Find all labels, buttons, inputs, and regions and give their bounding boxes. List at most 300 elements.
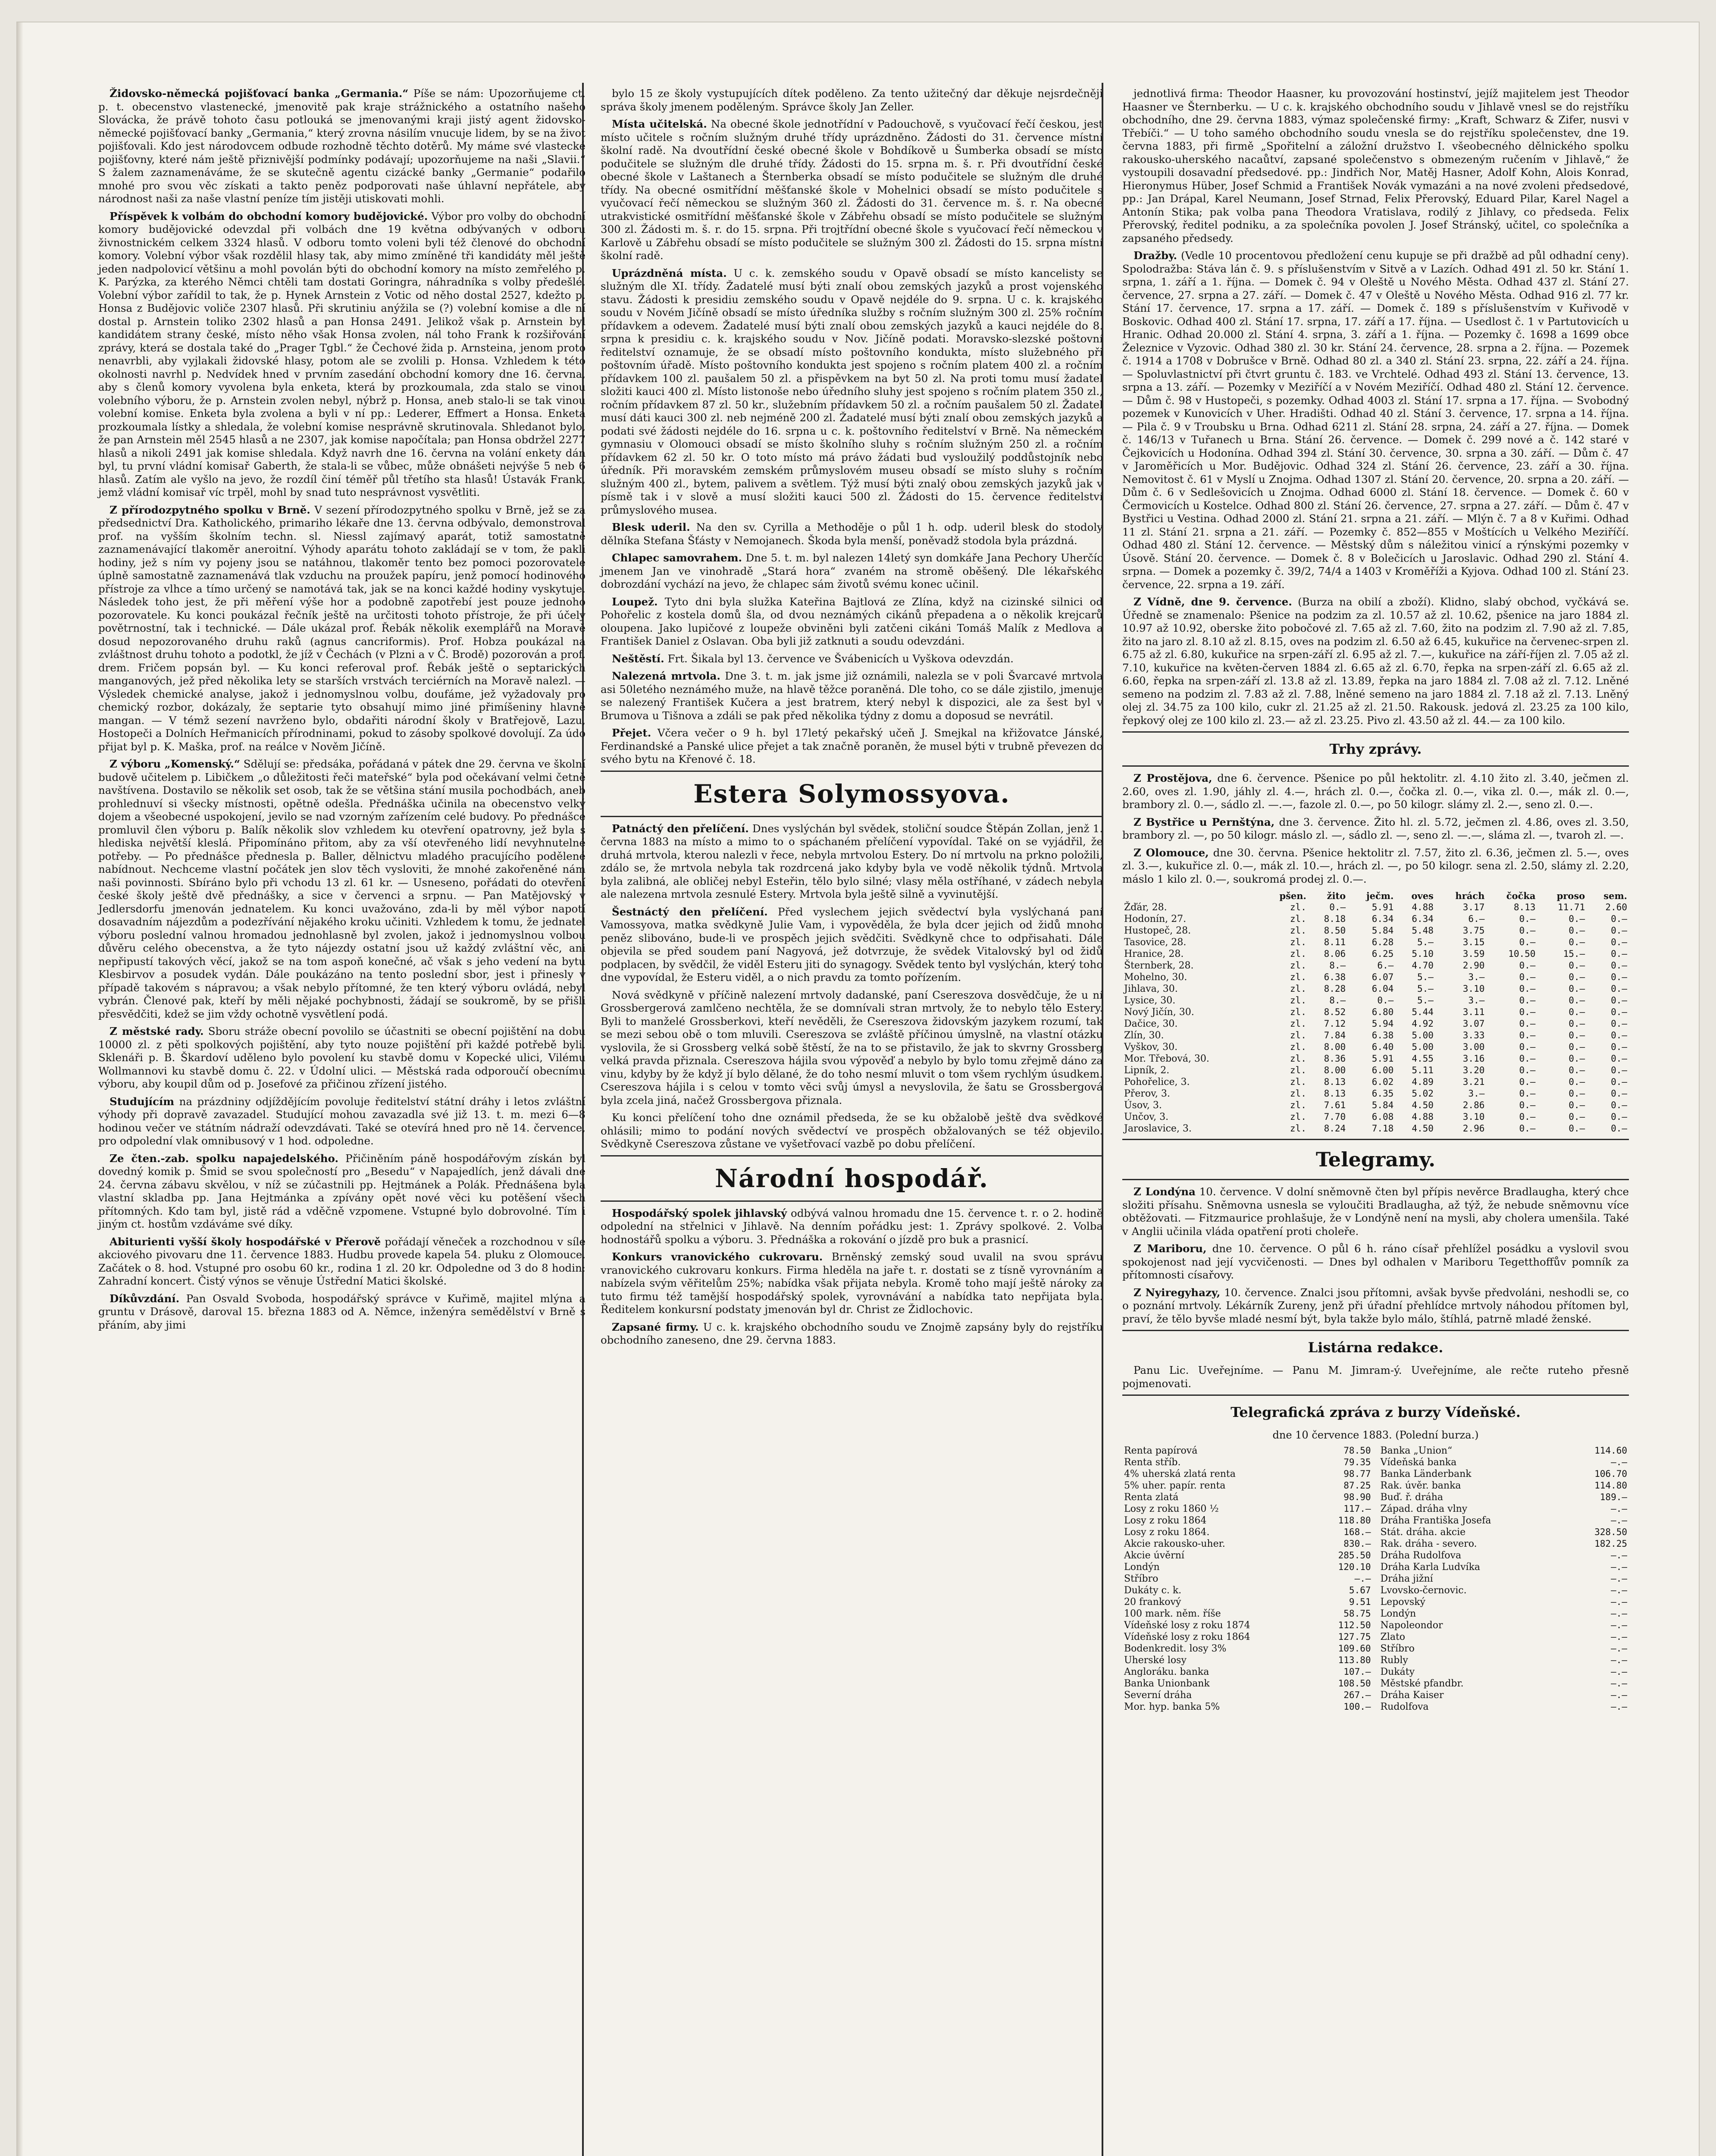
table-row	[1379, 1515, 1629, 1526]
bourse-cell: Městské pfandbr.	[1380, 1678, 1464, 1689]
article-paragraph	[98, 1025, 586, 1091]
table-row	[1122, 995, 1629, 1006]
table-row	[1122, 1515, 1373, 1526]
article-lead: Díkůvzdání.	[110, 1292, 180, 1305]
grain-table-cell: 0.—	[1611, 1100, 1627, 1110]
article-lead: Patnáctý den přelíčení.	[612, 822, 749, 835]
article-text: Ku konci přelíčení toho dne oznámil předseda, že se ku obžalobě ještě dva svědkové ohlásili; mimo to podání nových svědectví ve prospěch obžalovaných se též objevilo. Svědkyně Csereszova zůstane ve vyšetřovací vazbě po dobu přelíčení.	[601, 1111, 1103, 1150]
grain-table-cell: 3.—	[1468, 995, 1485, 1006]
table-row	[1379, 1655, 1629, 1666]
article-text: Výbor pro volby do obchodní komory budějovické odevzdal při volbách dne 19 května odbývaných v odboru živnostnickém celkem 3324 hlasů. V odboru tomto voleni byli též členové do obchodní komory. Volební výbor však rozdělil hlasy tak, aby mimo zmíněné tři kandidáty měl ještě jeden nadpolovicí většinu a mohl povolán býti do obchodní komory na místo zemřelého p. K. Parýzka, za kterého Němci chtěli tam dostati Goringra, náhradníka s volby předešlé. Volební výbor zařídil to tak, že p. Hynek Arnstein z Votic od něho dostal 2527, kdežto p. Honsa z Budějovic voliče 2307 hlasů. Při skrutiniu anýžila se (?) volební komise a dle ní dostal p. Arnstein toliko 2302 hlasů a pan Honsa 2491. Jelikož však p. Arnstein byl kandidátem strany české, místo něho však Honsa zvolen, nál toho Frank k rozšiřování zprávy, která se dostala také do „Prager Tgbl.“ že Čechové žida p. Arnsteina, jenom proto nenavrbli, aby vyjlakali židovské hlasy, potom ale se zvolili p. Honsa. Vzhledem k této okolnosti navrhl p. Nedvídek hned v prvním zasedání obchodní komory dne 16. června, aby s členů komory vyvolena byla enketa, která by prozkoumala, zda stalo se vinou volebního výboru, že p. Arnstein zvolen nebyl, nýbrž p. Honsa, aneb stalo-li se tak vinou volební komise. Enketa byla zvolena a byli v ní pp.: Lederer, Effmert a Honsa. Enketa prozkoumala lístky a shledala, že volební komise nesprávně skrutinovala. Shledanot bylo, že pan Arnstein měl 2545 hlasů a ne 2307, jak komise napočítala; pan Honsa obdržel 2277 hlasů a nikoli 2491 jak komise shledala. Když navrh dne 16. června na volání enkety dán byl, tu první vládní komisař Gaberth, že stala-li se vůbec, může obnášeti nejvýše 5 neb 6 hlasů. Zatím ale vyšlo na jevo, že rozdíl činí téměř půl třetího sta hlasů! Ústavák Frank, jemž vládní komisař víc trpěl, mohl by snad tuto nesprávnost vysvětliti.	[98, 210, 586, 498]
grain-table-cell: 8.13	[1324, 1077, 1346, 1087]
article-paragraph	[601, 552, 1103, 591]
grain-table-cell: zl.	[1290, 1123, 1306, 1134]
article-paragraph	[98, 210, 586, 499]
bourse-cell: Stříbro	[1124, 1573, 1159, 1584]
bourse-cell: 328.50	[1594, 1527, 1627, 1537]
bourse-cell: Renta stříb.	[1124, 1457, 1181, 1468]
newspaper-page	[17, 22, 1699, 2156]
article-paragraph	[601, 595, 1103, 648]
article-paragraph	[1122, 846, 1629, 886]
bourse-cell: Banka „Union“	[1380, 1445, 1453, 1456]
article-paragraph	[1122, 1185, 1629, 1238]
bourse-cell: 285.50	[1338, 1550, 1371, 1561]
grain-table-cell: 10.50	[1508, 949, 1536, 959]
grain-table-cell: 0.—	[1611, 1077, 1627, 1087]
article-paragraph	[1122, 595, 1629, 727]
article-lead: Z přírodozpytného spolku v Brně.	[110, 503, 310, 516]
bourse-cell: —.—	[1611, 1597, 1627, 1607]
bourse-cell: Losy z roku 1860 ½	[1124, 1504, 1219, 1514]
grain-table-cell: zl.	[1290, 949, 1306, 959]
article-paragraph	[601, 906, 1103, 984]
article-paragraph	[98, 1292, 586, 1332]
bourse-cell: Napoleondor	[1380, 1620, 1443, 1631]
grain-table-cell: 0.—	[1519, 972, 1536, 982]
table-row	[1122, 913, 1629, 925]
bourse-table-right	[1379, 1445, 1629, 1713]
grain-table-cell: 2.86	[1462, 1100, 1485, 1110]
table-row	[1379, 1457, 1629, 1468]
article-text: Na den sv. Cyrilla a Methoděje o půl 1 h. odp. uderil blesk do stodoly dělníka Stefana Šťásty v Nemojanech. Škoda byla menší, poněvadž stodola byla prázdná.	[601, 521, 1103, 547]
article-lead: Z výboru „Komenský.“	[110, 758, 240, 770]
article-text: Přičiněním páně hospodářovým získán byl dovedný komik p. Šmid se svou společností pro „Besedu“ v Napajedlích, jenž dávali dne 24. června zábavu skvělou, v níž se zúčastnili pp. Hejtmánek a Polák. Přednášena byla vlastní skladba pp. Jana Hejtmánka a zpívány opět nové věci ku potěšení všech přítomných. Kdo tam byl, jistě rád a vděčně vzpomene. Vstupné bylo dobrovolné. Tím i jiným ct. hostům vzdáváme své díky.	[98, 1152, 586, 1230]
bourse-cell: 4% uherská zlatá renta	[1124, 1469, 1236, 1479]
grain-table-cell: 0.—	[1519, 1030, 1536, 1040]
article-lead: Z městské rady.	[110, 1025, 204, 1037]
bourse-cell: Lvovsko-černovic.	[1380, 1585, 1467, 1596]
bourse-cell: —.—	[1611, 1504, 1627, 1514]
grain-table-cell: 0.—	[1519, 1065, 1536, 1075]
grain-table-cell: 0.—	[1569, 1065, 1585, 1075]
article-paragraph	[601, 1207, 1103, 1247]
article-lead: Z Londýna	[1134, 1185, 1196, 1198]
bourse-cell: Dráha Rudolfova	[1380, 1550, 1462, 1561]
table-row	[1122, 1631, 1373, 1643]
table-row	[1379, 1631, 1629, 1643]
bourse-cell: —.—	[1611, 1655, 1627, 1665]
bourse-cell: Losy z roku 1864.	[1124, 1527, 1210, 1538]
bourse-cell: 9.51	[1349, 1597, 1371, 1607]
article-paragraph	[98, 87, 586, 206]
bourse-cell: Dráha Karla Ludvíka	[1380, 1562, 1481, 1573]
grain-table-cell: 8.36	[1324, 1053, 1346, 1064]
grain-table-cell: 0.—	[1569, 914, 1585, 924]
grain-table-cell: 7.70	[1324, 1112, 1346, 1122]
table-row	[1122, 1065, 1629, 1076]
grain-table-header: ječm.	[1366, 890, 1394, 901]
column-1	[91, 87, 593, 2156]
grain-table-cell: 6.—	[1468, 914, 1485, 924]
table-row	[1122, 983, 1629, 995]
bourse-cell: Vídeňská banka	[1380, 1457, 1457, 1468]
grain-table-cell: 0.—	[1569, 1100, 1585, 1110]
table-row	[1122, 971, 1629, 983]
section-rule	[601, 1155, 1103, 1156]
article-paragraph	[601, 267, 1103, 517]
table-row	[1122, 902, 1629, 913]
section-title-trhy: Trhy zprávy.	[1329, 741, 1422, 757]
grain-table-cell: 5.—	[1417, 984, 1434, 994]
section-rule	[1122, 731, 1629, 733]
grain-table-cell: zl.	[1290, 984, 1306, 994]
article-paragraph	[601, 521, 1103, 547]
table-row	[1379, 1550, 1629, 1561]
grain-table-cell: 0.—	[1569, 1077, 1585, 1087]
bourse-cell: 20 frankový	[1124, 1597, 1181, 1608]
article-text: 10. července. Znalci jsou přítomni, avšak byvše předvoláni, neshodli se, co o poznání mrtvoly. Lékárník Zureny, jenž při úřadní přehlídce mrtvoly náhodou přítomen byl, praví, že tělo byvše mladé nesmí být, byla takže bylo málo, štíhlá, patrně mladé ženské.	[1122, 1286, 1629, 1325]
grain-table-cell: 3.20	[1462, 1065, 1485, 1075]
grain-table-cell: 5.00	[1412, 1042, 1434, 1052]
article-lead: Hospodářský spolek jihlavský	[612, 1206, 787, 1219]
article-text: Pan Osvald Svoboda, hospodářský správce v Kuřimě, majitel mlýna a gruntu v Drásově, daroval 15. března 1883 od A. Němce, inženýra semědělství v Brně s přáním, aby jimi	[98, 1292, 586, 1331]
bourse-cell: —.—	[1354, 1573, 1371, 1584]
grain-table-cell: 0.—	[1569, 1007, 1585, 1017]
article-text: pořádají věneček a rozchodnou v síle akciového pivovaru dne 11. července 1883. Hudbu provede kapela 54. pluku z Olomouce. Začátek o 8. hod. Vstupné pro osobu 60 kr., rodina 1 zl. 20 kr. Odpoledne od 3 do 8 hodin: Zahradní koncert. Čistý výnos se věnuje Ústřední Matici školské.	[98, 1235, 586, 1287]
table-row	[1379, 1596, 1629, 1608]
grain-table-cell: 8.13	[1324, 1088, 1346, 1099]
table-row	[1122, 1538, 1373, 1550]
grain-table-cell: 0.—	[1569, 925, 1585, 936]
article-lead: Z Vídně, dne 9. července.	[1134, 595, 1292, 608]
table-row	[1122, 1492, 1373, 1503]
grain-table-cell: 6.38	[1372, 1030, 1394, 1040]
bourse-cell: —.—	[1611, 1632, 1627, 1642]
grain-table-cell: 0.—	[1611, 1018, 1627, 1029]
bourse-cell: —.—	[1611, 1573, 1627, 1584]
grain-table-cell: 4.88	[1412, 1112, 1434, 1122]
table-row	[1122, 1701, 1373, 1713]
bourse-tables	[1122, 1445, 1629, 1713]
grain-table-cell: 3.75	[1462, 925, 1485, 936]
table-row	[1122, 1100, 1629, 1111]
bourse-cell: Bodenkredit. losy 3%	[1124, 1643, 1227, 1654]
grain-table-cell: 6.35	[1372, 1088, 1394, 1099]
table-row	[1122, 1689, 1373, 1701]
bourse-cell: Londýn	[1124, 1562, 1160, 1573]
bourse-cell: Mor. hyp. banka 5%	[1124, 1702, 1220, 1712]
article-text: Sdělují se: předsáka, pořádaná v pátek dne 29. června ve školní budově učitelem p. Libičkem „o důležitosti řeči mateřské“ byla pod očekávaní velmi četně navštívena. Dostavilo se několik set osob, tak že se většina stání musila pochodbách, aneb prohlednuví si všecky místnosti, opětně odešla. Přednáška učinila na obecenstvo velký dojem a všeobecné uspokojení, jevilo se nad vzorným zařízením celé budovy. Po přednášce promluvil člen výboru p. Balík několik slov vzhledem ku otevření opatrovny, jež byla s hlediska největší kleslá. Připomínáno přitom, aby za vší otevřeného lidí nevyhnutelné potřeby. — Po přednášce přednesla p. Baller, dělnictvu mladého pracujícího podělené nabídnout. Nechceme vlastní počátek jen slov těch vysloviti, že mnohé zakořeněné nám naši povinnosti. Sbíráno bylo při vchodu 13 zl. 61 kr. — Usneseno, pořádati do otevření české školy ještě dvě přednášky, a sice v červenci a srpnu. — Pan Matějovský v Jedlersdorfu jmenován jednatelem. Ku konci uvažováno, zda-li by měl výbor napotí dosavadním nájezdům a podezřívání nějakého kroku učiniti. Vzhledem k tomu, že jednatel výboru poslední valnou hromadou jednohlasně byl zvolen, jakož i jednomyslnou volbou důvěru celého obecenstva, a že tyto nájezdy ostatní jsou už každý zvláštní věc, ani nepřipustí takových věcí, jakož se na tom aspoň konečné, ač však s jeho vedení na bytu Klesbirvov a posudek vydán. Dále poukázáno na tento poslední sbor, jest i přinesly v případě takovém s nápravou; a však nebylo přítomné, že ten který výboru ovládá, nebyl vybrán. Členové pak, kteří by měli nějaké pochybnosti, žádají se soukromě, by se přišli přesvědčiti, kdež se jim vždy ochotně vysvětlení podá.	[98, 758, 586, 1020]
grain-table-cell: zl.	[1290, 1112, 1306, 1122]
article-paragraph	[98, 1152, 586, 1231]
table-row	[1122, 1468, 1373, 1480]
article-paragraph	[601, 670, 1103, 722]
grain-table-cell: 6.07	[1372, 972, 1394, 982]
grain-table-cell: Hustopeč, 28.	[1124, 925, 1191, 936]
grain-table-cell: 5.84	[1372, 925, 1394, 936]
grain-table-cell: 3.15	[1462, 937, 1485, 947]
article-paragraph	[601, 652, 1103, 666]
bourse-cell: Vídeňské losy z roku 1864	[1124, 1632, 1250, 1642]
article-lead: Z Nyiregyhazy,	[1134, 1286, 1221, 1299]
bourse-cell: 5.67	[1349, 1585, 1371, 1595]
article-text: dne 10. července. O půl 6 h. ráno císař přehlížel posádku a vyslovil svou spokojenost nad její vycvičenosti. — Dnes byl odhalen v Mariboru Tegetthoffův pomník za přítomnosti císařovy.	[1122, 1242, 1629, 1281]
grain-table-cell: 4.50	[1412, 1100, 1434, 1110]
grain-table-cell: 0.—	[1519, 995, 1536, 1006]
article-lead: Konkurs vranovického cukrovaru.	[612, 1250, 823, 1263]
bourse-cell: Losy z roku 1864	[1124, 1515, 1207, 1526]
grain-table-cell: 3.10	[1462, 984, 1485, 994]
bourse-cell: —.—	[1611, 1702, 1627, 1712]
bourse-cell: 118.80	[1338, 1515, 1371, 1526]
grain-table-cell: 0.—	[1611, 1042, 1627, 1052]
grain-table-cell: Jaroslavice, 3.	[1124, 1123, 1192, 1134]
section-rule	[601, 816, 1103, 817]
bourse-cell: 98.90	[1343, 1492, 1371, 1502]
grain-table-cell: Úsov, 3.	[1124, 1100, 1162, 1111]
table-row	[1379, 1561, 1629, 1573]
grain-table-cell: 0.—	[1569, 1018, 1585, 1029]
article-paragraph	[601, 822, 1103, 901]
grain-table-cell: 7.12	[1324, 1018, 1346, 1029]
article-text: Tyto dni byla služka Kateřina Bajtlová ze Zlína, když na cizinské silnici od Pohořelic z kostela domů šla, od dvou neznámých cikánů přepadena a o několik krejcarů oloupena. Jako lupičové z loupeže obviněni byli zatčeni cikáni Tomáš Malík z Medlova a František Daniel z Oslavan. Oba byli již zatknuti a soudu odevzdáni.	[601, 595, 1103, 647]
bourse-cell: Buď. ř. dráha	[1380, 1492, 1443, 1503]
grain-table-cell: 15.—	[1563, 949, 1585, 959]
grain-table-cell: Přerov, 3.	[1124, 1088, 1170, 1099]
bourse-cell: —.—	[1611, 1515, 1627, 1526]
article-lead: Nalezená mrtvola.	[612, 670, 720, 682]
article-text: Brněnský zemský soud uvalil na svou správu vranovického cukrovaru konkurs. Firma hleděla na jaře t. r. dostati se z tísně vyrovnáním a nabízela svým věřitelům 25%; nabídka však přijata nebyla. Kromě toho mají ještě nároky za tuto firmu též tamější hospodářský spolek, vyrovnávání a nabídka tato nepřijata byla. Ředitelem konkursní podstaty jmenován byl dr. Christ ze Židlochovic.	[601, 1250, 1103, 1316]
table-row	[1122, 1526, 1373, 1538]
bourse-cell: Stříbro	[1380, 1643, 1415, 1654]
bourse-cell: Banka Länderbank	[1380, 1469, 1472, 1479]
article-text: jednotlivá firma: Theodor Haasner, ku provozování hostinství, jejíž majitelem jest Theodor Haasner ve Šternberku. — U c. k. krajského obchodního soudu v Jihlavě vnesl se do rejstříku obchodního, dne 29. června 1883, výmaz společenské firmy: „Kraft, Schwarz & Zifer, nusvi v Třebíči.“ — U toho samého obchodního soudu vnesla se do rejstříku společenstev, dne 19. června 1883, při firmě „Spořitelní a záložní družstvo I. všeobecného dělnického spolku rakousko-uherského nacaůtví, zapsané společenstvo s obmezeným ručením v Jihlavě,“ že vystoupili dosavadní předsedové. pp.: Jindřich Nor, Matěj Hasner, Adolf Kohn, Alois Konrad, Hieronymus Hüber, Josef Schmid a František Novák vymazáni a na nové zvoleni předsedové, pp.: Jan Drápal, Karel Neumann, Josef Strnad, Felix Přerovský, Eduard Pilar, Karel Nagel a Antonín Stika; pak volba pana Theodora Vratislava, rodilý z Jihlavy, co předseda. Felix Přerovský, ředitel podniku, a za společníka povolen J. Josef Stránský, učitel, co společníka a zapsaného předsedy.	[1122, 87, 1629, 244]
grain-table-cell: 5.—	[1417, 995, 1434, 1006]
article-lead: Zapsané firmy.	[612, 1320, 699, 1333]
table-row	[1379, 1666, 1629, 1678]
grain-table-cell: Pohořelice, 3.	[1124, 1077, 1190, 1087]
table-row	[1379, 1468, 1629, 1480]
binding-fold	[17, 22, 23, 2156]
grain-table-cell: Jihlava, 30.	[1124, 984, 1178, 994]
table-row	[1122, 937, 1629, 948]
table-row	[1122, 1608, 1373, 1620]
grain-table-cell: zl.	[1290, 902, 1306, 912]
column-2	[593, 87, 1111, 2156]
article-paragraph	[1122, 1242, 1629, 1282]
bourse-cell: 127.75	[1338, 1632, 1371, 1642]
article-paragraph	[98, 758, 586, 1021]
grain-table-cell: zl.	[1290, 1088, 1306, 1099]
table-row	[1379, 1538, 1629, 1550]
section-title-estera: Estera Solymossyova.	[693, 779, 1010, 808]
grain-table-cell: 0.—	[1519, 925, 1536, 936]
grain-table-cell: Hranice, 28.	[1124, 949, 1184, 959]
grain-table-cell: 0.—	[1377, 995, 1394, 1006]
grain-table-cell: 0.—	[1611, 984, 1627, 994]
grain-table-cell: zl.	[1290, 1042, 1306, 1052]
grain-table-cell: 4.70	[1412, 960, 1434, 971]
grain-table-cell: 3.10	[1462, 1112, 1485, 1122]
grain-table-header: žito	[1327, 890, 1346, 901]
bourse-cell: Renta zlatá	[1124, 1492, 1179, 1503]
grain-table-cell: 0.—	[1611, 925, 1627, 936]
article-paragraph	[1122, 1286, 1629, 1326]
bourse-cell: Dráha jižní	[1380, 1573, 1433, 1584]
article-text: Před vyslechem jejich svědectví byla vyslýchaná paní Vamossyova, matka svědkyně Julie Vam, i vypověděla, že byla dcer jejich od židů mnoho peněz slibováno, bude-li ve prospěch jejich svědčiti. Svědkyně chce to odpřisahati. Dále objevila se před soudem paní Nagyová, jež dotvrzuje, že svědek Vitalovský byl od židů podplacen, by svědčil, že viděl Esteru jiti do synagogy. Svědek tento byl vyslýchán, který toho dne vypovídal, že Esteru viděl, a o nich pravdu za tomto pořízením.	[601, 905, 1103, 984]
grain-table-cell: 8.52	[1324, 1007, 1346, 1017]
article-paragraph	[601, 1111, 1103, 1151]
table-row	[1122, 1643, 1373, 1655]
article-text: (Vedle 10 procentovou předložení cenu kupuje se při dražbě ad půl odhadní ceny). Spolodražba: Stáva lán č. 9. s příslušenstvím v Sitvě a v Lazích. Odhad 491 zl. 50 kr. Stání 1. srpna, 1. září a 1. října. — Domek č. 94 v Oleště u Nového Města. Odhad 437 zl. Stání 27. července, 27. srpna a 27. září. — Domek č. 47 v Oleště u Nového Města. Odhad 916 zl. 77 kr. Stání 17. července, 17. srpna a 17. září. — Domek č. 189 s příslušenstvím v Kuřivodě v Boskovic. Odhad 400 zl. Stání 17. srpna, 17. září a 17. října. — Usedlost č. 1 v Partutovicích u Hranic. Odhad 20.000 zl. Stání 4. srpna, 3. září a 1. října. — Pozemky č. 1698 a 1699 obce Železnice v Vyzovic. Odhad 380 zl. 30 kr. Stání 24. července, 28. srpna a 2. října. — Pozemek č. 1914 a 1708 v Dobrušce v Brně. Odhad 80 zl. a 340 zl. Stání 23. srpna, 22. září a 24. října. — Spoluvlastnictví při čtvrt gruntu č. 183. ve Vrchtelé. Odhad 493 zl. Stání 13. července, 13. srpna a 13. září. — Pozemky v Meziříčí a v Novém Meziříčí. Odhad 480 zl. Stání 12. července. — Dům č. 98 v Hustopeči, s pozemky. Odhad 4003 zl. Stání 17. srpna a 17. října. — Svobodný pozemek v Kunovicích v Uher. Hradišti. Odhad 40 zl. Stání 3. července, 17. srpna a 14. října. — Pila č. 9 v Troubsku u Brna. Odhad 6211 zl. Stání 28. srpna, 24. září a 27. října. — Domek č. 146/13 v Tuřanech u Brna. Stání 26. července. — Domek č. 299 nové a č. 142 staré v Čejkovicích u Hodonína. Odhad 394 zl. Stání 30. července, 30. srpna a 30. září. — Dům č. 47 v Jaroměřicích u Mor. Budějovic. Odhad 324 zl. Stání 26. července, 23. září a 30. října. Nemovitost č. 61 v Myslí u Znojma. Odhad 1307 zl. Stání 20. července, 20. srpna a 20. září. — Dům č. 6 v Sedlešovicích u Znojma. Odhad 6000 zl. Stání 18. července. — Domek č. 60 v Čermovicích u Kostelce. Odhad 800 zl. Stání 26. července, 27. srpna a 27. září. — Dům č. 47 v Bystřici u Vestina. Odhad 2000 zl. Stání 21. srpna a 21. září. — Mlýn č. 7 a 8 v Kuřimi. Odhad 11 zl. Stání 21. srpna a 21. září. — Pozemky č. 852—855 v Moštících u Velkého Meziříčí. Odhad 480 zl. Stání 12. července. — Městský dům s náležitou vinicí a rýnskými pozemky v Úsově. Stání 20. července. — Domek č. 8 v Bolečicích u Jaroslavic. Odhad 290 zl. Stání 4. srpna. — Domek a pozemky č. 39/2, 74/4 a 1403 v Kroměříži a Kyjova. Odhad 100 zl. Stání 23. července, 22. srpna a 19. září.	[1122, 249, 1629, 591]
grain-table-cell: 0.—	[1519, 1088, 1536, 1099]
article-lead: Židovsko-německá pojišťovací banka „Germania.“	[110, 87, 409, 100]
bourse-cell: 120.10	[1338, 1562, 1371, 1572]
table-row	[1379, 1503, 1629, 1515]
article-text: Frt. Šikala byl 13. července ve Švábenicích u Vyškova odevzdán.	[667, 652, 1014, 665]
grain-table-cell: 0.—	[1519, 984, 1536, 994]
grain-table-cell: 0.—	[1569, 972, 1585, 982]
table-row	[1379, 1573, 1629, 1585]
grain-table-cell: Žďár, 28.	[1124, 902, 1167, 913]
bourse-cell: Akcie rakousko-uher.	[1124, 1539, 1225, 1549]
table-row	[1379, 1480, 1629, 1492]
grain-table-cell: 5.48	[1412, 925, 1434, 936]
grain-table-cell: 0.—	[1519, 1077, 1536, 1087]
grain-table-cell: Mohelno, 30.	[1124, 972, 1187, 983]
grain-table-cell: 0.—	[1519, 1112, 1536, 1122]
bourse-cell: 108.50	[1338, 1678, 1371, 1689]
article-paragraph	[98, 504, 586, 754]
grain-table-cell: 11.71	[1557, 902, 1585, 912]
grain-table-header: hrách	[1455, 890, 1485, 901]
grain-table-cell: 8.00	[1324, 1065, 1346, 1075]
grain-table-cell: 3.07	[1462, 1018, 1485, 1029]
grain-table-cell: Šternberk, 28.	[1124, 960, 1194, 971]
grain-table-cell: 0.—	[1329, 902, 1346, 912]
grain-table-cell: 0.—	[1611, 1112, 1627, 1122]
grain-table-cell: 5.91	[1372, 902, 1394, 912]
article-lead: Šestnáctý den přelíčení.	[612, 905, 768, 918]
article-paragraph	[98, 1235, 586, 1288]
section-rule	[601, 1200, 1103, 1202]
bourse-subtitle: dne 10 července 1883. (Polední burza.)	[1272, 1429, 1479, 1441]
section-rule	[1122, 1179, 1629, 1180]
section-rule	[1122, 1395, 1629, 1396]
article-text: Dnes vyslýchán byl svědek, stoliční soudce Štěpán Zollan, jenž 1. června 1883 na místo a mimo to o spáchaném přelíčení vypovídal. Také on se vyjádřil, že druhá mrtvola, kterou nalezli v řece, nebyla mrtvolou Estery. Do ní mrtvolu na prkno položili, zdálo se, že mrtvola nebyla tak rozdrcená jako kdyby byla ve vodě několik týdnů. Mrtvola byla zalibná, ale obličej nebyl Esteřin, tělo bylo silné; vlasy měla ostříhané, v zádech nebyla ale nalezena mrtvola zesnulé Estery. Mrtvola byla ještě silně a vyvinutější.	[601, 822, 1103, 900]
grain-table-cell: 0.—	[1611, 937, 1627, 947]
table-row	[1122, 1655, 1373, 1666]
grain-table-cell: 0.—	[1519, 1007, 1536, 1017]
grain-table-cell: Vyškov, 30.	[1124, 1042, 1178, 1053]
bourse-cell: Angloráku. banka	[1124, 1667, 1209, 1677]
grain-table-header	[1122, 890, 1261, 902]
bourse-cell: 79.35	[1343, 1457, 1371, 1467]
grain-table-cell: 0.—	[1519, 914, 1536, 924]
bourse-cell: Rak. úvěr. banka	[1380, 1480, 1461, 1491]
grain-table-cell: 8.—	[1329, 960, 1346, 971]
article-text: (Burza na obilí a zboží). Klidno, slabý obchod, vyčkává se. Úředně se znamenalo: Pšenice na podzim za zl. 10.57 až zl. 10.62, pšenice na jaro 1884 zl. 10.97 až 10.92, oberske žito pobočové zl. 7.65 až zl. 7.60, žito na podzim zl. 7.90 až zl. 7.85, žito na jaro zl. 8.10 až zl. 8.15, oves na podzim zl. 6.50 až 6.45, kukuřice na červenec-srpen zl. 6.75 až zl. 6.80, kukuřice na srpen-září zl. 6.95 až zl. 7.—, kukuřice na září-říjen zl. 7.05 až zl. 7.10, kukuřice na květen-červen 1884 zl. 6.65 až zl. 6.70, řepka na srpen-září zl. 6.65 až zl. 6.60, řepka na srpen-září zl. 13.8 až zl. 13.89, řepka na jaro 1884 zl. 7.08 až zl. 7.12. Lněné semeno na podzim zl. 7.83 až zl. 7.88, lněné semeno na jaro 1884 zl. 7.18 až zl. 7.13. Lněný olej zl. 34.75 za 100 kilo, cukr zl. 21.25 až zl. 21.50. Rakousk. jedová zl. 23.25 za 100 kilo, řepkový olej ze 100 kilo zl. 23.— až zl. 23.25. Pivo zl. 43.50 až zl. 44.— za 100 kilo.	[1122, 595, 1629, 727]
bourse-table-left	[1122, 1445, 1373, 1713]
grain-table-cell: Lipník, 2.	[1124, 1065, 1170, 1076]
grain-table-cell: 5.44	[1412, 1007, 1434, 1017]
grain-table-cell: 0.—	[1611, 1088, 1627, 1099]
grain-table-cell: 3.17	[1462, 902, 1485, 912]
article-lead: Blesk uderil.	[612, 521, 690, 533]
table-row	[1379, 1643, 1629, 1655]
bourse-cell: —.—	[1611, 1550, 1627, 1561]
grain-table-cell: 8.18	[1324, 914, 1346, 924]
grain-table-cell: 0.—	[1569, 1053, 1585, 1064]
grain-table-cell: 8.28	[1324, 984, 1346, 994]
grain-table-cell: 0.—	[1611, 960, 1627, 971]
grain-table-cell: zl.	[1290, 925, 1306, 936]
article-lead: Z Mariboru,	[1134, 1242, 1207, 1255]
grain-table-cell: 3.11	[1462, 1007, 1485, 1017]
article-paragraph	[1122, 87, 1629, 245]
bourse-cell: 98.77	[1343, 1469, 1371, 1479]
grain-table-cell: 6.34	[1412, 914, 1434, 924]
grain-table-cell: Lysice, 30.	[1124, 995, 1176, 1006]
bourse-cell: —.—	[1611, 1585, 1627, 1595]
bourse-cell: 267.—	[1343, 1690, 1371, 1700]
grain-table-cell: 0.—	[1569, 995, 1585, 1006]
grain-table-cell: 6.02	[1372, 1077, 1394, 1087]
grain-table-cell: 0.—	[1569, 1042, 1585, 1052]
bourse-cell: Londýn	[1380, 1608, 1416, 1619]
table-row	[1379, 1526, 1629, 1538]
grain-table-cell: 3.59	[1462, 949, 1485, 959]
grain-table-cell: Nový Jičín, 30.	[1124, 1007, 1194, 1018]
grain-table-cell: 5.—	[1417, 972, 1434, 982]
table-row	[1122, 1457, 1373, 1468]
grain-table-cell: Mor. Třebová, 30.	[1124, 1053, 1209, 1064]
grain-table-cell: 0.—	[1611, 1053, 1627, 1064]
table-row	[1122, 1503, 1373, 1515]
grain-table-cell: 8.50	[1324, 925, 1346, 936]
table-row	[1379, 1608, 1629, 1620]
bourse-cell: Stát. dráha. akcie	[1380, 1527, 1466, 1538]
bourse-cell: —.—	[1611, 1457, 1627, 1467]
grain-table-header: sem.	[1603, 890, 1627, 901]
grain-table-cell: 6.—	[1377, 960, 1394, 971]
grain-table-header: pšen.	[1279, 890, 1306, 901]
grain-table-cell: 0.—	[1569, 960, 1585, 971]
grain-table-cell: 0.—	[1611, 1123, 1627, 1134]
grain-table-cell: 8.00	[1324, 1042, 1346, 1052]
grain-table-cell: zl.	[1290, 972, 1306, 982]
bourse-cell: Vídeňské losy z roku 1874	[1124, 1620, 1250, 1631]
table-row	[1122, 1111, 1629, 1123]
article-lead: Chlapec samovrahem.	[612, 552, 742, 564]
grain-table-cell: zl.	[1290, 937, 1306, 947]
grain-table-cell: 5.11	[1412, 1065, 1434, 1075]
article-lead: Příspěvek k volbám do obchodní komory budějovické.	[110, 210, 428, 222]
table-row	[1122, 1445, 1373, 1457]
article-text: Dne 3. t. m. jak jsme již oznámili, nalezla se v poli Švarcavé mrtvola asi 50letého neznámého muže, na hlavě těžce poraněná. Dle toho, co se dále zjistilo, jmenuje se nalezený František Kučera a jest bratrem, který nebyl k dispozici, ale za šest byl v Brumova u Tišnova a zdáli se pak před několika týdny z domu a doposud se nevrátil.	[601, 670, 1103, 722]
article-text: na prázdniny odjíždějícím povoluje ředitelství státní dráhy i letos zvláštní výhody při dopravě zavazadel. Studující mohou zavazadla své již 13. t. m. mezi 6—8 hodinou večer ve státním nádraží odevzdávati. Také se otevírá hned pro ně 14. července, pro odpolední vlak omnibusový v 1 hod. odpoledne.	[98, 1095, 586, 1147]
article-text: U c. k. krajského obchodního soudu ve Znojmě zapsány byly do rejstříku obchodního zaneseno, dne 29. června 1883.	[601, 1320, 1103, 1346]
article-lead: Z Bystřice u Pernštýna,	[1134, 815, 1275, 828]
grain-table-cell: 0.—	[1569, 937, 1585, 947]
grain-table-cell: 6.34	[1372, 914, 1394, 924]
grain-table-cell: 0.—	[1519, 1123, 1536, 1134]
grain-table-cell: 5.91	[1372, 1053, 1394, 1064]
table-row	[1122, 1585, 1373, 1596]
article-paragraph	[601, 1321, 1103, 1347]
grain-table-cell: 8.—	[1329, 995, 1346, 1006]
bourse-cell: Severní dráha	[1124, 1690, 1192, 1701]
grain-table-header: proso	[1556, 890, 1585, 901]
table-row	[1122, 1030, 1629, 1041]
grain-table-cell: 4.92	[1412, 1018, 1434, 1029]
article-text: Dne 5. t. m. byl nalezen 14letý syn domkáře Jana Pechory Uherčíc jmenem Jan ve vinohradě „Stará hora“ zvaném na stromě oběšený. Dle lékařského dobrozdání vychází na jevo, že chlapec sám životů svému konec učinil.	[601, 552, 1103, 590]
grain-table-cell: 5.84	[1372, 1100, 1394, 1110]
bourse-cell: 114.80	[1594, 1480, 1627, 1491]
grain-table-header: čočka	[1506, 890, 1536, 901]
grain-table-cell: 3.—	[1468, 1088, 1485, 1099]
article-paragraph	[601, 87, 1103, 113]
